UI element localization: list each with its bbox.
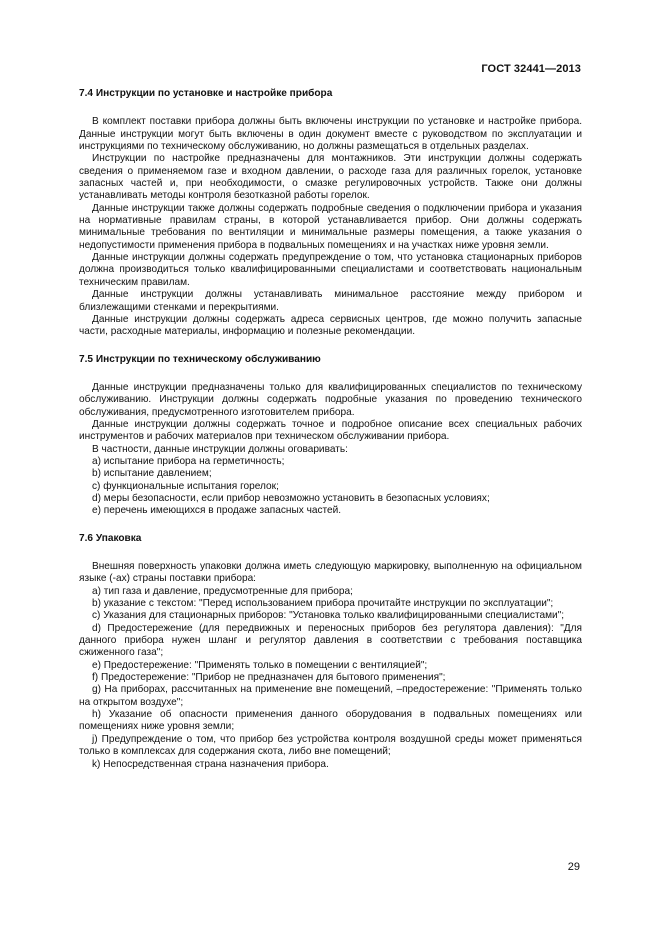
list-item: a) тип газа и давление, предусмотренные для прибора; bbox=[92, 585, 353, 597]
list-item: e) Предостережение: "Применять только в помещении с вентиляцией"; bbox=[92, 659, 428, 671]
section-7-6 bbox=[79, 533, 582, 771]
document-code: ГОСТ 32441—2013 bbox=[481, 63, 581, 75]
list-item: a) испытание прибора на герметичность; bbox=[92, 455, 285, 467]
section-title: 7.5 Инструкции по техническому обслуживанию bbox=[79, 353, 321, 365]
page-content bbox=[79, 88, 582, 786]
paragraph: Данные инструкции должны содержать предупреждение о том, что установка стационарных приборов должна производиться только квалифицированными специалистами и соответствовать национальным техническим правилам. bbox=[79, 252, 582, 288]
list-item: b) испытание давлением; bbox=[92, 468, 212, 480]
list-item: d) меры безопасности, если прибор невозможно установить в безопасных условиях; bbox=[92, 492, 490, 504]
paragraph: Данные инструкции должны содержать адреса сервисных центров, где можно получить запасные части, расходные материалы, информацию и полезные рекомендации. bbox=[79, 313, 582, 338]
list-item: f) Предостережение: "Прибор не предназначен для бытового применения"; bbox=[92, 672, 446, 684]
paragraph: Данные инструкции должны содержать точное и подробное описание всех специальных рабочих инструментов и рабочих материалов при техническом обслуживании прибора. bbox=[79, 418, 582, 443]
list-item: b) указание с текстом: "Перед использованием прибора прочитайте инструкции по эксплуатации"; bbox=[92, 598, 554, 610]
paragraph: Данные инструкции должны устанавливать минимальное расстояние между прибором и близлежащими стенками и перекрытиями. bbox=[79, 289, 582, 313]
section-title: 7.6 Упаковка bbox=[79, 532, 142, 544]
paragraph: В частности, данные инструкции должны оговаривать: bbox=[92, 443, 348, 455]
list-item: c) функциональные испытания горелок; bbox=[92, 480, 279, 492]
page-number: 29 bbox=[567, 861, 580, 873]
list-item: j) Предупреждение о том, что прибор без устройства контроля воздушной среды может применяться только в комплексах для содержания скота, либо вне помещений; bbox=[79, 733, 582, 758]
section-7-5 bbox=[79, 354, 582, 518]
list-item: g) На приборах, рассчитанных на применение вне помещений, –предостережение: "Применять только на открытом воздухе"; bbox=[79, 684, 582, 708]
section-7-4 bbox=[79, 88, 582, 339]
paragraph: В комплект поставки прибора должны быть включены инструкции по установке и настройке прибора. Данные инструкции могут быть включены в один документ вместе с руководством по эксплуатации и инструкциями по техническому обслуживанию, но должны размещаться в отдельных разделах. bbox=[79, 116, 582, 153]
section-title: 7.4 Инструкции по установке и настройке прибора bbox=[79, 88, 333, 99]
paragraph: Данные инструкции также должны содержать подробные сведения о подключении прибора и указания на нормативные правилам страны, в которой устанавливается прибор. Они должны содержать минимальные требования по вентиляции и минимальные размеры помещения, а также указания о недопустимости применения прибора в подвальных помещениях и на участках ниже уровня земли. bbox=[79, 202, 582, 251]
paragraph: Внешняя поверхность упаковки должна иметь следующую маркировку, выполненную на официальном языке (-ах) страны поставки прибора: bbox=[79, 561, 582, 585]
list-item: h) Указание об опасности применения данного оборудования в подвальных помещениях или помещениях ниже уровня земли; bbox=[79, 709, 582, 733]
list-item: c) Указания для стационарных приборов: "Установка только квалифицированными специалистами"; bbox=[92, 610, 565, 622]
paragraph: Инструкции по настройке предназначены для монтажников. Эти инструкции должны содержать сведения о применяемом газе и входном давлении, о расходе газа для различных горелок, установке запасных частей и, при необходимости, о смазке регулировочных устройств. Также они должны устанавливать методы контроля безотказной работы горелок. bbox=[79, 153, 582, 202]
paragraph: Данные инструкции предназначены только для квалифицированных специалистов по техническому обслуживанию. Инструкции должны содержать подробные указания по проведению технического обслуживания, предусмотренного изготовителем прибора. bbox=[79, 381, 582, 418]
list-item: k) Непосредственная страна назначения прибора. bbox=[92, 758, 329, 770]
list-item: d) Предостережение (для передвижных и переносных приборов без регулятора давления): "Для данного прибора нужен шланг и регулятор давления в соответствии с требования поставщика сжиженного газа"; bbox=[79, 622, 582, 659]
list-item: e) перечень имеющихся в продаже запасных частей. bbox=[92, 505, 342, 517]
